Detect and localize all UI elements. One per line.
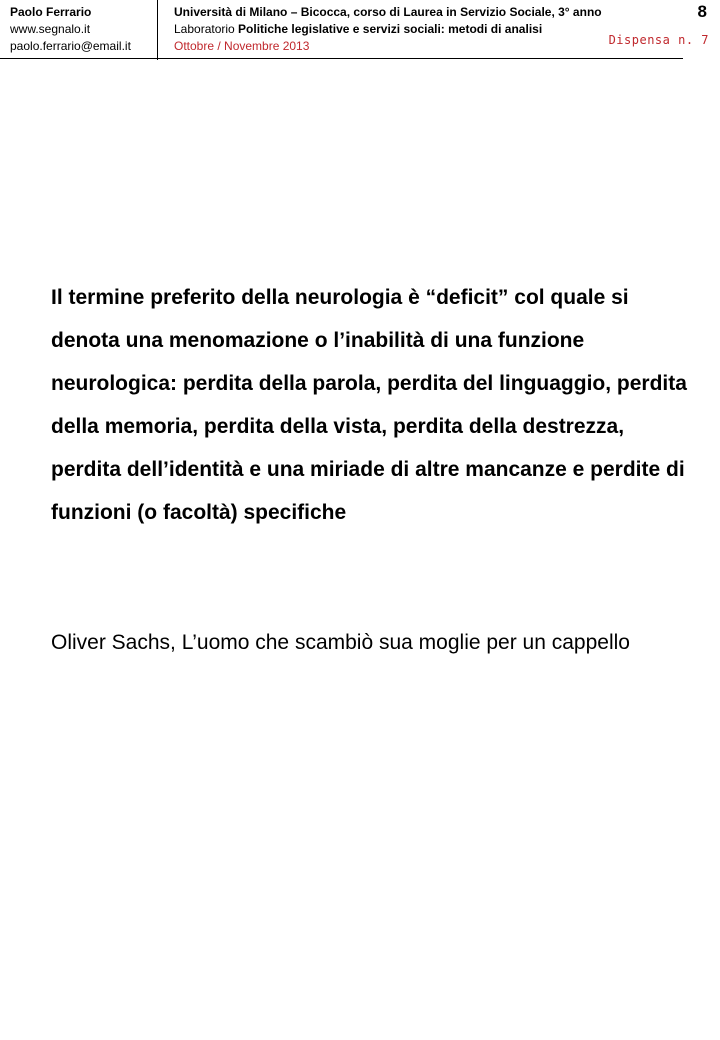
author-website: www.segnalo.it <box>10 22 91 36</box>
quote-citation: Oliver Sachs, L’uomo che scambiò sua moglie per un cappello <box>51 631 630 654</box>
course-laboratory-title: Politiche legislative e servizi sociali: metodi di analisi <box>238 22 543 36</box>
page-number: 8 <box>697 2 707 21</box>
dispensa-label: Dispensa n. 7 <box>608 33 709 47</box>
course-period: Ottobre / Novembre 2013 <box>174 39 310 53</box>
page-header <box>0 0 720 60</box>
author-name: Paolo Ferrario <box>10 5 92 19</box>
author-email: paolo.ferrario@email.it <box>10 39 131 53</box>
author-block <box>10 4 150 55</box>
course-block <box>174 4 674 55</box>
quote-text: Il termine preferito della neurologia è “deficit” col quale si denota una menomazione o l’inabilità di una funzione neurologica: perdita della parola, perdita del linguaggio, perdita della memoria, perdita della vista, perdita della destrezza, perdita dell’identità e una miriade di altre mancanze e perdite di funzioni (o facoltà) specifiche <box>51 286 687 524</box>
course-university: Università di Milano – Bicocca, corso di Laurea in Servizio Sociale, 3° anno <box>174 5 602 19</box>
course-laboratory-prefix: Laboratorio <box>174 22 239 36</box>
header-horizontal-divider <box>0 58 683 59</box>
course-laboratory <box>174 21 674 38</box>
header-vertical-divider <box>157 0 158 60</box>
